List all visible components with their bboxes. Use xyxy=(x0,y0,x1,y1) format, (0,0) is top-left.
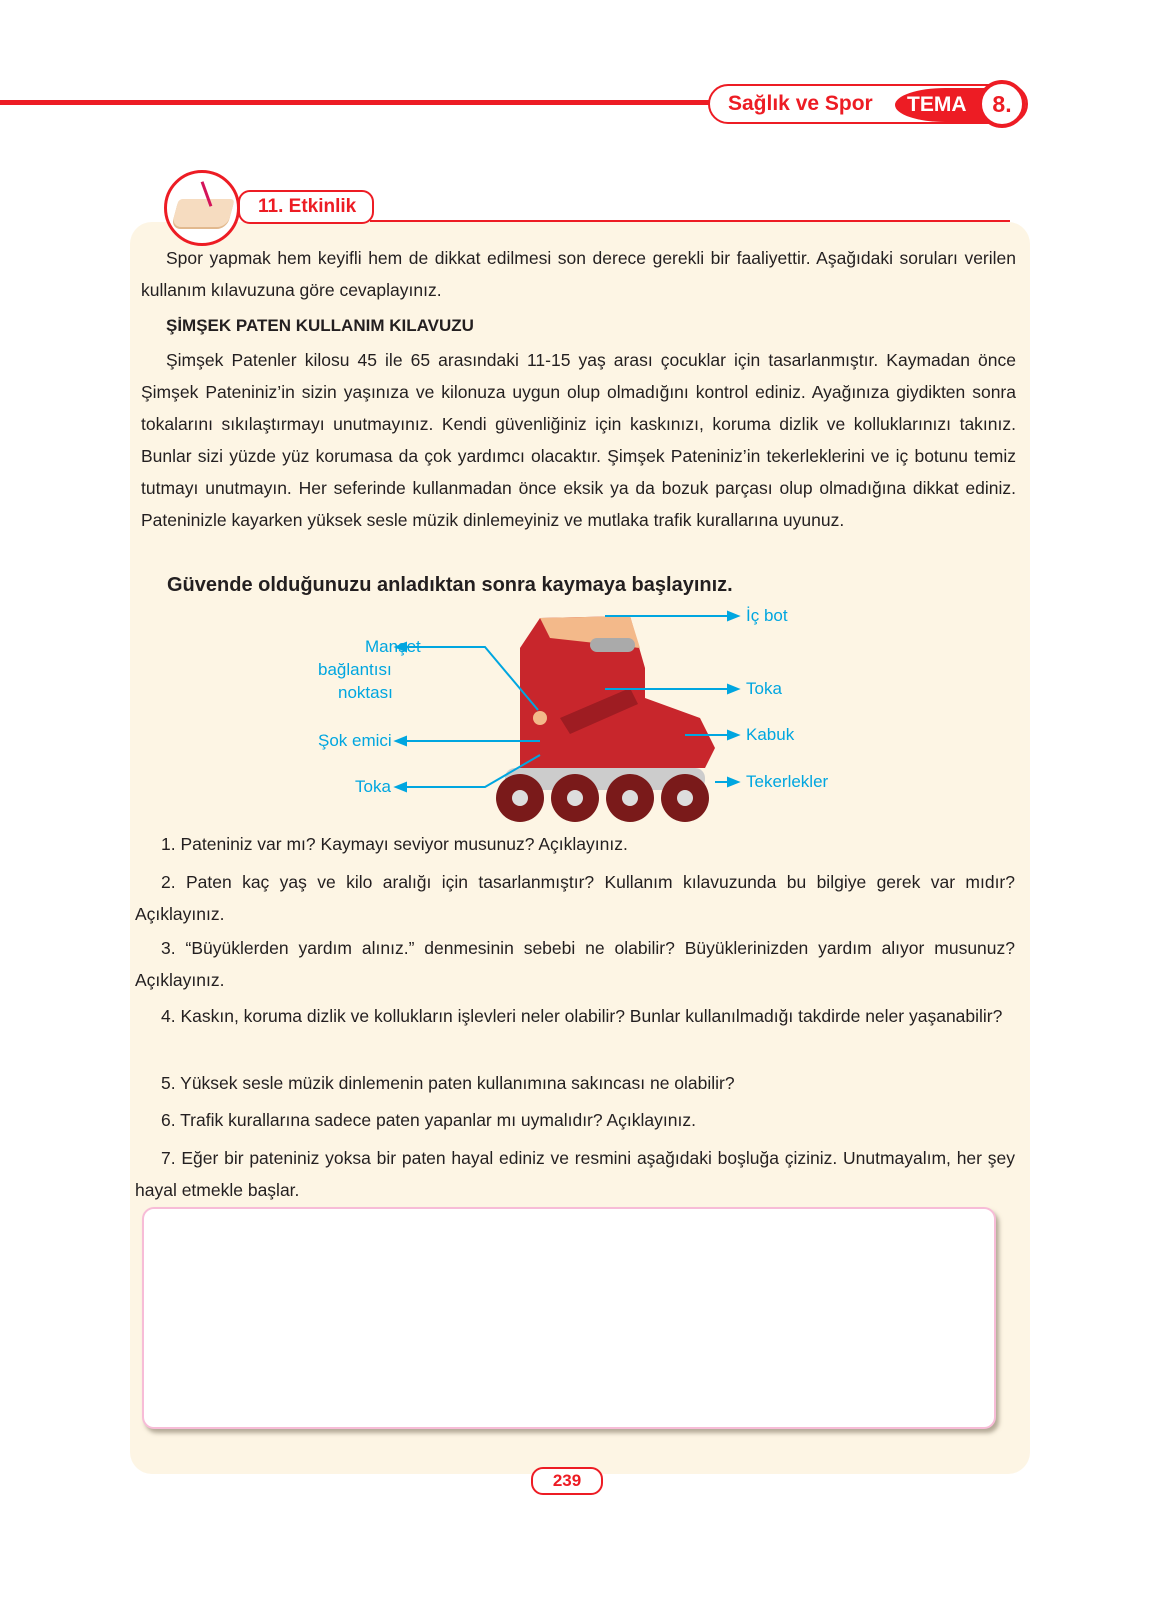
drawing-area[interactable] xyxy=(142,1207,996,1429)
label-manset: Manşet xyxy=(365,637,421,656)
intro-text: Spor yapmak hem keyifli hem de dikkat edilmesi son derece gerekli bir faaliyettir. Aşağıdaki soruları verilen kullanım kılavuzuna göre cevaplayınız. xyxy=(141,248,1016,300)
question-4: 4. Kaskın, koruma dizlik ve kollukların işlevleri neler olabilir? Bunlar kullanılmadığı takdirde neler yaşanabilir? xyxy=(161,1006,1003,1026)
label-sok-emici: Şok emici xyxy=(318,731,392,750)
label-baglantisi: bağlantısı xyxy=(318,660,392,679)
label-toka-left: Toka xyxy=(355,777,391,796)
activity-title: 11. Etkinlik xyxy=(238,190,374,224)
skate-diagram xyxy=(300,600,860,830)
question-6: 6. Trafik kurallarına sadece paten yapanlar mı uymalıdır? Açıklayınız. xyxy=(161,1110,696,1130)
label-toka-right: Toka xyxy=(746,679,782,698)
label-noktasi: noktası xyxy=(338,683,393,702)
safety-note: Güvende olduğunuzu anladıktan sonra kaymaya başlayınız. xyxy=(167,574,733,596)
question-1: 1. Pateniniz var mı? Kaymayı seviyor musunuz? Açıklayınız. xyxy=(161,834,628,854)
page-number: 239 xyxy=(531,1467,603,1495)
question-2: 2. Paten kaç yaş ve kilo aralığı için tasarlanmıştır? Kullanım kılavuzunda bu bilgiye gerek var mıdır? Açıklayınız. xyxy=(135,872,1015,924)
label-tekerlekler: Tekerlekler xyxy=(746,772,829,791)
question-7: 7. Eğer bir pateniniz yoksa bir paten hayal ediniz ve resmini aşağıdaki boşluğa çiziniz. Unutmayalım, her şey hayal etmekle başlar. xyxy=(135,1148,1015,1200)
tema-badge: TEMA xyxy=(895,88,995,122)
book-icon xyxy=(171,199,235,227)
label-kabuk: Kabuk xyxy=(746,725,795,744)
question-3: 3. “Büyüklerden yardım alınız.” denmesinin sebebi ne olabilir? Büyüklerinizden yardım alıyor musunuz? Açıklayınız. xyxy=(135,938,1015,990)
theme-title: Sağlık ve Spor xyxy=(728,92,873,115)
tema-number: 8. xyxy=(978,80,1026,128)
manual-heading: ŞİMŞEK PATEN KULLANIM KILAVUZU xyxy=(166,316,474,335)
manual-body: Şimşek Patenler kilosu 45 ile 65 arasındaki 11-15 yaş arası çocuklar için tasarlanmıştır. Kaymadan önce Şimşek Pateniniz’in sizin yaşınıza ve kilonuza uygun olup olmadığını kontrol ediniz. Ayağınıza giydikten sonra tokalarını sıkılaştırmayı unutmayınız. Kendi güvenliğiniz için kaskınızı, koruma dizlik ve kolluklarınızı takınız. Bunlar sizi yüzde yüz korumasa da çok yardımcı olacaktır. Şimşek Pateniniz’in tekerleklerini ve iç botunu temiz tutmayı unutmayın. Her seferinde kullanmadan önce eksik ya da bozuk parçası olup olmadığına dikkat ediniz. Pateninizle kayarken yüksek sesle müzik dinlemeyiniz ve mutlaka trafik kurallarına uyunuz. xyxy=(141,350,1016,530)
header-rule xyxy=(0,100,720,105)
open-book-pencil-icon xyxy=(164,170,240,246)
activity-rule xyxy=(370,220,1010,222)
question-5: 5. Yüksek sesle müzik dinlemenin paten kullanımına sakıncası ne olabilir? xyxy=(161,1073,735,1093)
label-ic-bot: İç bot xyxy=(746,606,788,625)
